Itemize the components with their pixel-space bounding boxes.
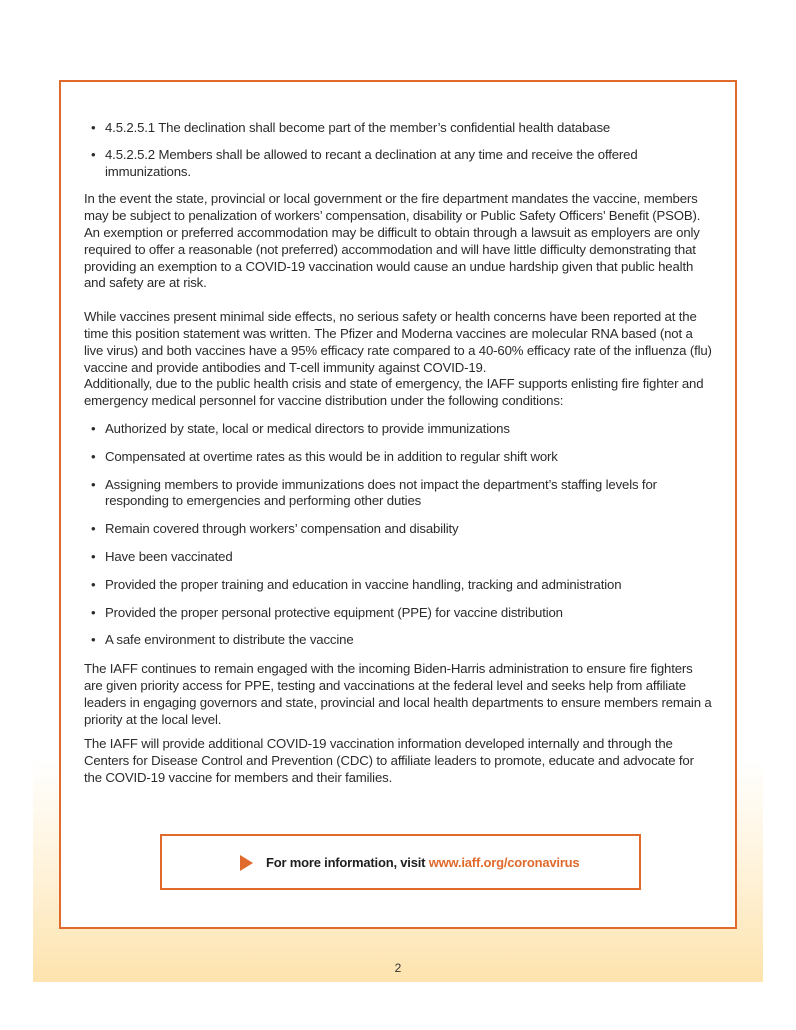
more-info-text bbox=[266, 855, 579, 870]
paragraph-side-effects: While vaccines present minimal side effects, no serious safety or health concerns have been reported at the time this position statement was written. The Pfizer and Moderna vaccines are molecular RNA based (not a live virus) and both vaccines have a 95% efficacy rate compared to a 40-60% efficacy rate of the influenza (flu) vaccine and provide antibodies and T-cell immunity against COVID-19. bbox=[84, 309, 712, 375]
condition-text: Assigning members to provide immunizations does not impact the department’s staffing levels for responding to emergencies and performing other duties bbox=[105, 476, 657, 509]
bullet-glyph: • bbox=[91, 120, 96, 135]
bullet-glyph: • bbox=[91, 632, 96, 648]
bullet-text: 4.5.2.5.1 The declination shall become part of the member’s confidential health database bbox=[105, 120, 611, 135]
condition-text: Compensated at overtime rates as this would be in addition to regular shift work bbox=[105, 448, 558, 464]
bullet-glyph: • bbox=[91, 548, 96, 564]
list-item bbox=[84, 477, 714, 511]
paragraph-mandate: In the event the state, provincial or local government or the fire department mandates the vaccine, members may be subject to penalization of workers’ compensation, disability or Public Safety Officers’ Benefit (PSOB). An exemption or preferred accommodation may be difficult to obtain through a lawsuit as employers are only required to offer a reasonable (not preferred) accommodation and will have little difficulty demonstrating that providing an exemption to a COVID-19 vaccination would cause an undue hardship given that public health and safety are at risk. bbox=[84, 191, 701, 291]
play-arrow-icon bbox=[240, 855, 253, 871]
bullet-glyph: • bbox=[91, 448, 96, 464]
coronavirus-link[interactable]: www.iaff.org/coronavirus bbox=[428, 855, 580, 870]
bullet-glyph: • bbox=[91, 476, 96, 492]
paragraph-additionally: Additionally, due to the public health crisis and state of emergency, the IAFF supports enlisting fire fighter and emergency medical personnel for vaccine distribution under the following conditions: bbox=[84, 376, 704, 409]
document-body bbox=[84, 120, 714, 787]
more-info-callout bbox=[160, 834, 641, 890]
bullet-glyph: • bbox=[91, 576, 96, 592]
condition-text: A safe environment to distribute the vaccine bbox=[105, 632, 354, 648]
condition-text: Have been vaccinated bbox=[105, 548, 233, 564]
condition-text: Provided the proper personal protective equipment (PPE) for vaccine distribution bbox=[105, 604, 563, 620]
bullet-glyph: • bbox=[91, 604, 96, 620]
list-item bbox=[84, 521, 714, 538]
list-item bbox=[84, 549, 714, 566]
bullet-glyph: • bbox=[91, 420, 96, 436]
more-info-label: For more information, visit bbox=[266, 855, 429, 870]
bullet-text: 4.5.2.5.2 Members shall be allowed to recant a declination at any time and receive the offered immunizations. bbox=[105, 146, 638, 179]
bullet-glyph: • bbox=[91, 146, 96, 162]
condition-text: Provided the proper training and education in vaccine handling, tracking and administration bbox=[105, 576, 622, 592]
bullet-glyph: • bbox=[91, 521, 96, 537]
list-item bbox=[84, 147, 714, 181]
list-item bbox=[84, 421, 714, 438]
list-item bbox=[84, 120, 714, 137]
paragraph-additional-info: The IAFF will provide additional COVID-19 vaccination information developed internally and through the Centers for Disease Control and Prevention (CDC) to affiliate leaders to promote, educate and advocate for the COVID-19 vaccine for members and their families. bbox=[84, 736, 694, 785]
list-item bbox=[84, 449, 714, 466]
condition-text: Remain covered through workers’ compensation and disability bbox=[105, 521, 459, 537]
list-item bbox=[84, 605, 714, 622]
page-number: 2 bbox=[394, 961, 402, 975]
list-item bbox=[84, 577, 714, 594]
list-item bbox=[84, 632, 714, 649]
paragraph-engagement: The IAFF continues to remain engaged with the incoming Biden-Harris administration to ensure fire fighters are given priority access for PPE, testing and vaccinations at the federal level and seeks help from affiliate leaders in engaging governors and state, provincial and local health departments to ensure members remain a priority at the local level. bbox=[84, 661, 712, 727]
condition-text: Authorized by state, local or medical directors to provide immunizations bbox=[105, 420, 510, 436]
